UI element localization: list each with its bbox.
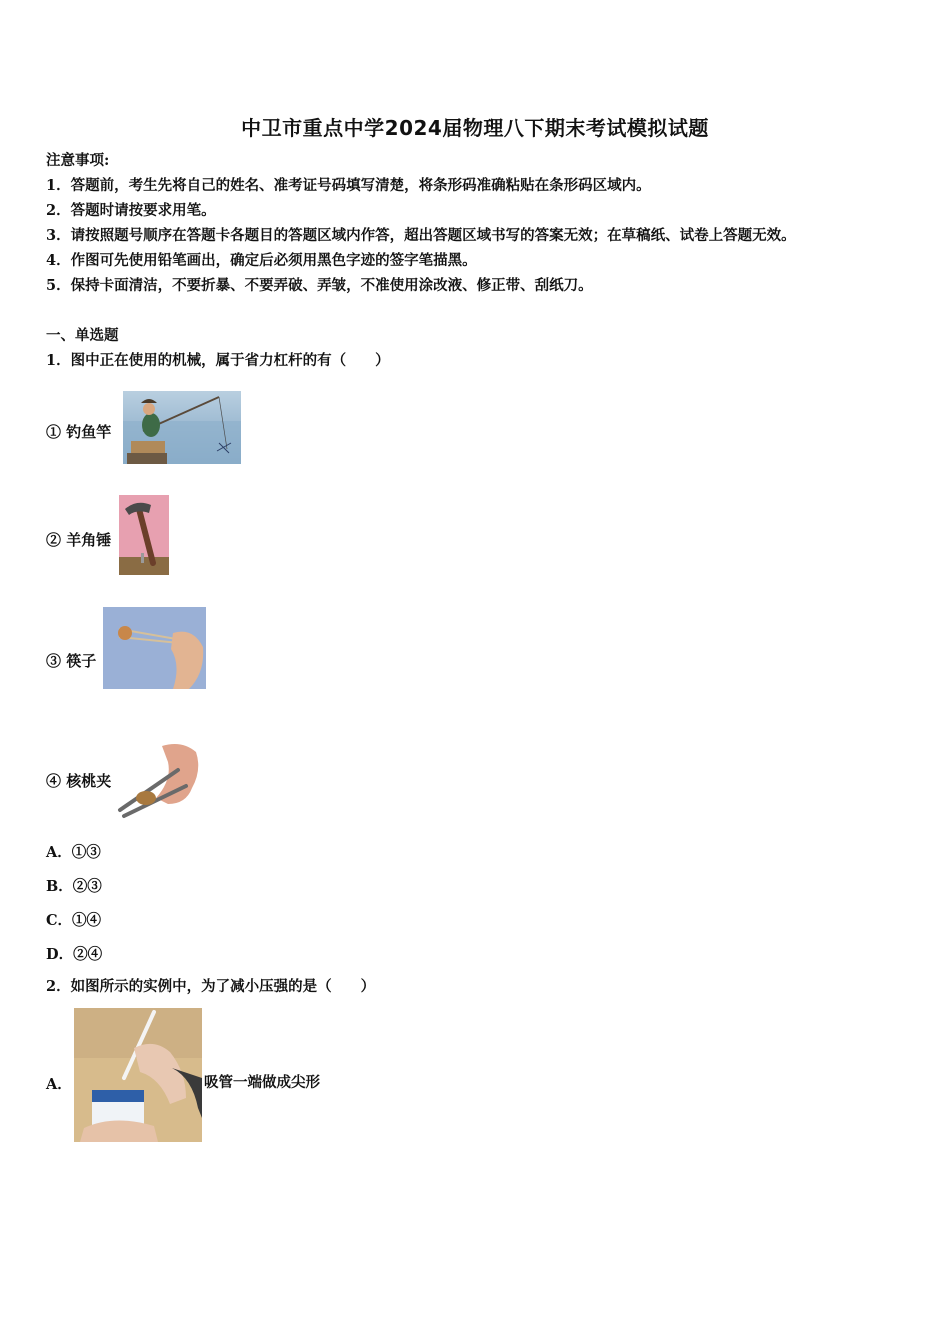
notice-item: 4．作图可先使用铅笔画出，确定后必须用黑色字迹的签字笔描黑。 xyxy=(46,252,477,269)
notice-heading: 注意事项: xyxy=(46,152,110,169)
claw-hammer-image xyxy=(119,495,169,575)
straw-cup-image xyxy=(74,1008,202,1142)
question-1-stem: 1．图中正在使用的机械，属于省力杠杆的有（ ） xyxy=(46,352,390,369)
q2-option-a-label[interactable]: A． xyxy=(46,1076,72,1093)
chopsticks-image xyxy=(103,607,206,689)
q2-option-a-caption: 吸管一端做成尖形 xyxy=(204,1074,320,1091)
answer-choice-d[interactable]: D．②④ xyxy=(46,946,103,963)
fishing-rod-image xyxy=(123,391,241,464)
notice-item: 5．保持卡面清洁，不要折暴、不要弄破、弄皱，不准使用涂改液、修正带、刮纸刀。 xyxy=(46,277,593,294)
page-title: 中卫市重点中学2024届物理八下期末考试模拟试题 xyxy=(241,116,709,140)
q1-item-label: ② 羊角锤 xyxy=(46,531,112,549)
q1-item-label: ④ 核桃夹 xyxy=(46,772,112,790)
notice-item: 2．答题时请按要求用笔。 xyxy=(46,202,216,219)
q1-item-label: ① 钓鱼竿 xyxy=(46,423,112,441)
nutcracker-image xyxy=(116,740,202,820)
q1-item-label: ③ 筷子 xyxy=(46,652,97,670)
answer-choice-a[interactable]: A．①③ xyxy=(46,844,101,861)
question-2-stem: 2．如图所示的实例中，为了减小压强的是（ ） xyxy=(46,978,376,995)
answer-choice-c[interactable]: C．①④ xyxy=(46,912,102,929)
section-heading: 一、单选题 xyxy=(46,327,119,344)
answer-choice-b[interactable]: B．②③ xyxy=(46,878,102,895)
notice-item: 3．请按照题号顺序在答题卡各题目的答题区域内作答，超出答题区域书写的答案无效；在草稿纸、试卷上答题无效。 xyxy=(46,227,796,244)
notice-item: 1．答题前，考生先将自己的姓名、准考证号码填写清楚，将条形码准确粘贴在条形码区域内。 xyxy=(46,177,651,194)
